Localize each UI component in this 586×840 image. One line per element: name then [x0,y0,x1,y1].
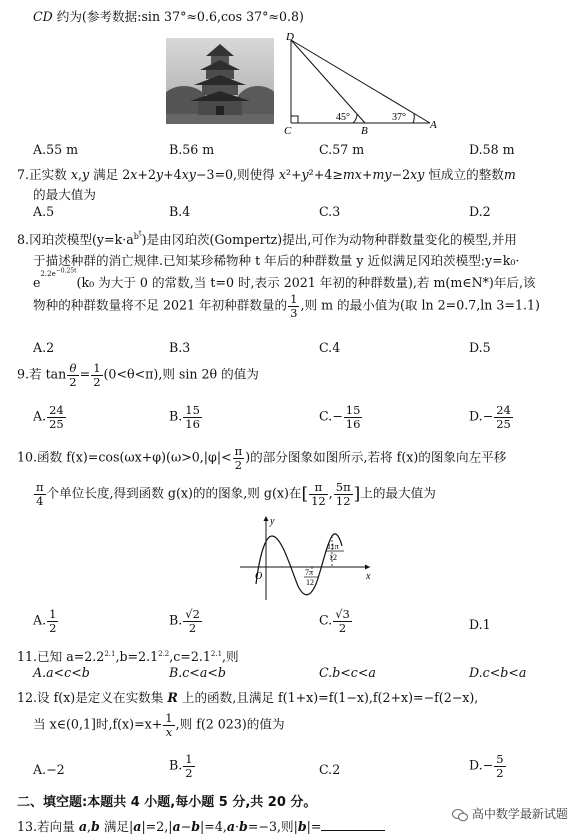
q7-var: x [130,167,138,182]
denominator: 2 [188,620,197,635]
q8-supsup: t [138,229,142,238]
q7-text: 恒成立的整数 [424,167,504,182]
vector-b: b [191,819,201,834]
q8-text: )是由冈珀茨(Gompertz)提出,可作为动物种群数量变化的模型,并用 [141,232,517,247]
q8-supsup: −0.25t [55,267,77,275]
q8-stem-line2: 于描述种群的消亡规律.已知某珍稀物种 t 年后的种群数量 y 近似满足冈珀茨模型:y=k₀· [33,253,520,268]
point-b-label: B [361,125,368,135]
q12-stem-line2 [33,712,285,738]
q7-text: 满足 2 [89,167,131,182]
q9-option-c[interactable] [319,404,363,430]
q9-options [33,404,553,436]
q8-sup: b [133,231,139,241]
denominator: 4 [36,493,44,508]
q7-text: 正实数 [29,167,71,182]
fraction-one-half [91,362,102,388]
option-prefix: B. [169,408,183,424]
q6-continuation-line [33,6,304,25]
q10-text: )的部分图象如图所示,若将 f(x)的图象向左平移 [245,449,507,465]
denominator: 3 [290,305,298,320]
option-prefix: A. [33,612,47,628]
q11-text: ,c=2.1 [169,649,211,664]
q7-var: xy [410,167,425,182]
option-prefix: A. [33,408,47,424]
q12-option-c[interactable]: C.2 [319,762,341,777]
comma: , [328,485,333,501]
q8-text: 物种的种群数量将不足 2021 年初种群数量的 [33,297,288,313]
q7-option-b[interactable]: B.4 [169,204,191,219]
q13-text: 满足| [99,819,134,834]
q10-text: 上的最大值为 [360,485,436,501]
q11-option-c[interactable]: C.b<c<a [319,665,376,680]
q12-options [33,753,553,785]
q8-text: 8.冈珀茨模型(y=k·a [17,232,134,247]
q9-option-b[interactable] [169,404,203,430]
q13-text: · [235,819,240,834]
q7-var: x [278,167,286,182]
q7-text: + [361,167,373,182]
numerator: 5π [335,480,351,494]
numerator: 1 [185,752,193,766]
denominator: 25 [496,416,511,431]
q7-var: x [70,167,78,182]
numerator: π [309,481,328,495]
q13-text: , [87,819,92,834]
option-prefix: C. [319,612,333,628]
numerator: θ [67,362,78,376]
denominator: x [165,724,173,739]
numerator: 24 [49,403,64,417]
denominator: 2 [338,620,347,635]
numerator: 1 [93,361,101,375]
watermark-text: 高中数学最新试题 [471,807,568,821]
q7-var: xy [181,167,196,182]
denominator: 2 [496,765,504,780]
q7-var: y [301,167,309,182]
left-bracket: [ [301,484,309,505]
q7-text: +4 [163,167,182,182]
q8-option-d[interactable]: D.5 [469,340,491,355]
q11-text: ,b=2.1 [115,649,159,664]
q6-option-d[interactable]: D.58 m [469,142,515,157]
answer-blank[interactable] [321,830,385,831]
numerator: 15 [345,403,361,417]
real-set-symbol: R [167,690,178,705]
denominator: 16 [345,416,361,431]
q11-option-b[interactable]: B.c<a<b [169,665,226,680]
q6-option-c[interactable]: C.57 m [319,142,365,157]
q10-option-b[interactable] [169,608,203,634]
numerator: 15 [185,403,200,417]
q10-option-a[interactable] [33,608,59,634]
q7-var: mx [342,167,362,182]
tick-11pi-12-denominator: 12 [329,553,337,562]
q6-options [33,142,553,160]
option-prefix: B. [169,757,183,773]
q12-text: 当 x∈(0,1]时,f(x)=x+ [33,716,163,732]
q7-var: my [372,167,392,182]
numerator: 1 [290,292,298,306]
option-prefix: C.− [319,408,343,424]
numerator: 1 [49,607,57,621]
q7-option-c[interactable]: C.3 [319,204,341,219]
numerator: √2 [185,607,200,621]
vector-b: b [239,819,248,834]
q7-var: m [503,167,516,182]
q6-reference-data: 约为(参考数据:sin 37°≈0.6,cos 37°≈0.8) [52,9,304,24]
q11-option-a[interactable]: A.a<c<b [33,665,90,680]
yellow-crane-tower-photo [166,38,274,124]
denominator: 2 [49,620,57,635]
point-a-label: A [430,119,437,131]
q8-text: ,则 m 的最小值为(取 ln 2=0.7,ln 3=1.1) [300,297,540,313]
q7-stem-line2: 的最大值为 [33,187,96,202]
q7-var: y [155,167,164,182]
denominator: 25 [49,416,64,431]
numerator: 5 [496,752,504,766]
q7-option-d[interactable]: D.2 [469,204,491,219]
q13-text: |= [306,819,322,834]
q12-option-b[interactable] [169,753,196,779]
tick-11pi-12-numerator: 11π [327,542,339,551]
q11-text: ,则 [222,649,239,664]
q10-option-d[interactable]: D.1 [469,617,491,632]
right-bracket: ] [353,484,361,505]
q8-stem-line3 [33,267,536,291]
q11-option-d[interactable]: D.c<b<a [469,665,527,680]
denominator: 12 [311,493,326,508]
option-prefix: D.− [469,757,494,773]
q8-option-a[interactable]: A.2 [33,340,55,355]
exponent: 2.2 [158,649,170,658]
section-heading-fill-in: 二、填空题:本题共 4 小题,每小题 5 分,共 20 分。 [17,795,317,810]
vector-a: a [172,819,181,834]
exponent: 2.1 [104,649,116,658]
wechat-watermark [452,805,568,822]
denominator: 16 [185,416,200,431]
angle-37-label: 37° [392,112,406,123]
q12-text: 上的函数,且满足 f(1+x)=f(1−x),f(2+x)=−f(2−x), [177,690,479,705]
q8-text: (k₀ 为大于 0 的常数,当 t=0 时,表示 2021 年初的种群数量),若 m(m∈N*)年后,该 [76,275,536,290]
fraction-theta-half [67,362,78,388]
q11-options [33,665,553,683]
tick-7pi-12-denominator: 12 [306,578,314,587]
numerator: 24 [496,403,511,417]
q6-option-b[interactable]: B.56 m [169,142,215,157]
option-prefix: B. [169,612,183,628]
exponent: 2.1 [210,649,223,658]
q12-text: ,则 f(2 023)的值为 [175,716,285,732]
q7-option-a[interactable]: A.5 [33,204,55,219]
vector-a: a [133,819,142,834]
q7-var: y [81,167,90,182]
q8-stem-line1 [17,229,517,248]
q9-stem [17,362,259,388]
q10-options [33,608,553,640]
q7-text: −3=0,则使得 [195,167,279,182]
q9-text: (0<θ<π),则 sin 2θ 的值为 [103,366,259,382]
q6-triangle-diagram [280,30,440,135]
numerator: 1 [165,711,173,725]
q9-text: = [79,366,91,382]
q12-option-a[interactable]: A.−2 [33,762,65,777]
denominator: 2 [234,457,243,472]
q8-sup: 2.2e [40,269,56,278]
numerator: √3 [335,607,350,621]
q7-text: +2 [137,167,156,182]
denominator: 2 [69,374,77,389]
tick-7pi-12-numerator: 7π [305,568,314,577]
point-c-label: C [284,125,292,135]
q7-stem-line1 [17,164,516,183]
q10-stem-line1 [17,445,506,471]
x-axis-label: x [366,571,371,582]
q10-text: 10.函数 f(x)=cos(ωx+φ)(ω>0,|φ|< [17,449,232,465]
denominator: 2 [185,765,193,780]
q13-stem [17,816,385,835]
q8-e: e [33,275,41,290]
q6-option-a[interactable]: A.55 m [33,142,79,157]
wechat-icon [452,808,468,822]
q10-cosine-graph [236,512,376,602]
q9-text: 9.若 tan [17,366,67,382]
denominator: 12 [335,493,351,508]
q11-stem [17,646,239,665]
origin-label: O [255,571,263,582]
q13-text: − [180,819,192,834]
q13-text: |=4, [200,819,227,834]
denominator: 2 [93,374,101,389]
q7-text: ²+4≥ [308,167,343,182]
segment-cd: CD [33,9,53,24]
q7-options [33,204,553,222]
vector-a: a [226,819,236,834]
q12-option-d[interactable] [469,753,507,779]
q9-option-d[interactable] [469,404,514,430]
vector-b: b [297,819,307,834]
q7-text: ²+ [285,167,302,182]
q11-text: 11.已知 a=2.2 [17,649,105,664]
fraction-one-third [288,293,299,319]
q7-number: 7. [17,167,30,182]
q8-options [33,340,553,358]
point-d-label: D [286,31,294,43]
numerator: π [36,480,44,494]
q7-text: −2 [391,167,411,182]
q8-stem-line4 [33,293,540,319]
option-prefix: D.− [469,408,494,424]
q13-text: |=2,| [141,819,173,834]
angle-45-label: 45° [336,112,350,123]
q8-option-c[interactable]: C.4 [319,340,341,355]
q12-text: 12.设 f(x)是定义在实数集 [17,690,168,705]
vector-a: a [78,819,87,834]
q10-text: 个单位长度,得到函数 g(x)的的图象,则 g(x)在 [46,485,302,501]
y-axis-label: y [270,516,275,527]
q10-option-c[interactable] [319,608,353,634]
vector-b: b [91,819,100,834]
q7-text: , [77,167,82,182]
q9-option-a[interactable] [33,404,67,430]
q12-stem-line1 [17,687,478,706]
numerator: π [234,444,243,458]
q10-stem-line2 [33,481,436,507]
q13-text: =−3,则| [247,819,298,834]
q8-option-b[interactable]: B.3 [169,340,191,355]
q13-text: 13.若向量 [17,819,79,834]
